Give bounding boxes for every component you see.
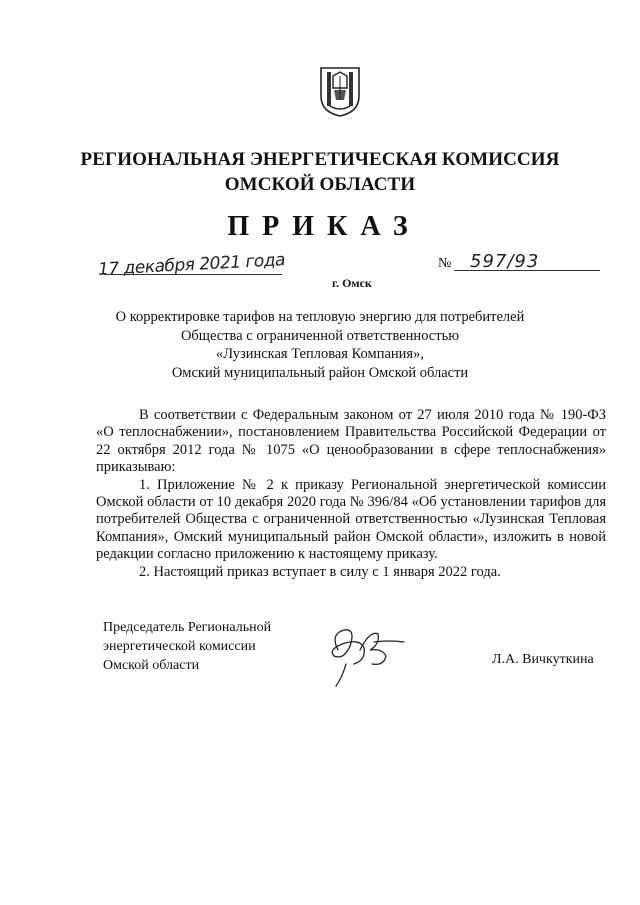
handwritten-number: 597/93 (470, 251, 540, 272)
document-title: ПРИКАЗ (227, 211, 421, 242)
subject-line: «Лузинская Тепловая Компания», (216, 346, 424, 362)
position-line: Председатель Региональной (103, 620, 272, 635)
preamble-paragraph: В соответствии с Федеральным законом от 27 июля 2010 года № 190-ФЗ «О теплоснабжении», постановлением Правительства Российской Федерации от 22 октября 2012 года № 1075 «О ценообразовании в сфере теплоснабжения» приказываю: (96, 407, 606, 476)
position-line: Омской области (103, 658, 200, 673)
subject-line: О корректировке тарифов на тепловую энергию для потребителей (115, 309, 525, 325)
subject-line: Омский муниципальный район Омской области (171, 364, 469, 381)
number-label: № (438, 256, 452, 271)
subject-line: Общества с ограниченной ответственностью (180, 327, 460, 344)
order-item-1: 1. Приложение № 2 к приказу Региональной энергетической комиссии Омской области от 10 декабря 2020 года № 396/84 «Об установлении тарифов для потребителей Общества с ограниченной ответственностью «Лузинская Тепловая Компания», Омский муниципальный район Омской области», изложить в новой редакции согласно приложению к настоящему приказу. (96, 476, 606, 563)
subject-block (0, 308, 640, 382)
signatory-name: Л.А. Вичкуткина (492, 652, 594, 667)
organization-region: ОМСКОЙ ОБЛАСТИ (224, 174, 416, 195)
signature-icon (320, 620, 412, 690)
city: г. Омск (332, 276, 372, 290)
order-item-2: 2. Настоящий приказ вступает в силу с 1 января 2022 года. (139, 563, 501, 580)
position-line: энергетической комиссии (103, 639, 256, 654)
signatory-position (103, 618, 271, 675)
coat-of-arms-icon (319, 66, 361, 118)
order-body (96, 407, 606, 581)
organization-name: РЕГИОНАЛЬНАЯ ЭНЕРГЕТИЧЕСКАЯ КОМИССИЯ (80, 149, 560, 170)
handwritten-date: 17 декабря 2021 года (97, 250, 286, 280)
date-underline (104, 274, 282, 275)
